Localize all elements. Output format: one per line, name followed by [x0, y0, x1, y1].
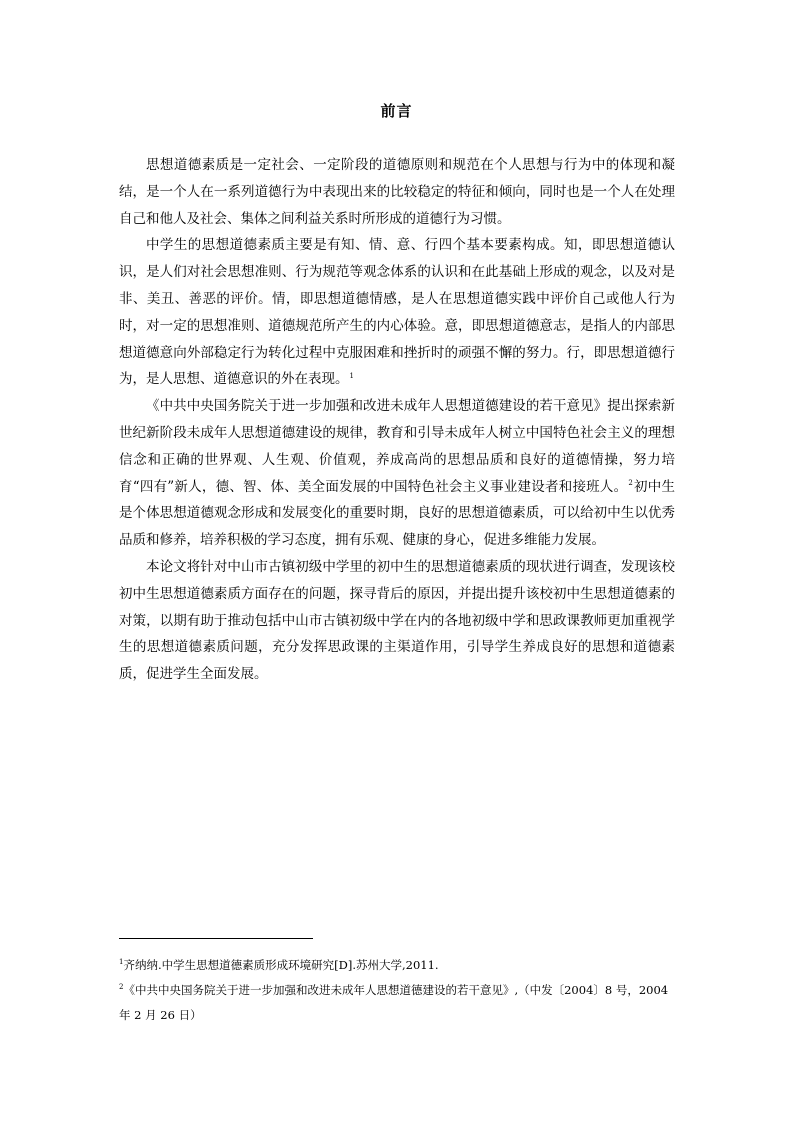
footnote-text: 齐纳纳.中学生思想道德素质形成环境研究[D].苏州大学,2011. [123, 958, 439, 972]
footnotes [119, 953, 675, 1028]
page-title: 前言 [380, 102, 413, 120]
document-body [119, 152, 675, 688]
paragraph-text: 《中共中央国务院关于进一步加强和改进未成年人思想道德建设的若干意见》提出探索新世纪新阶段未成年人思想道德建设的规律，教育和引导未成年人树立中国特色社会主义的理想信念和正确的世界观、人生观、价值观，养成高尚的思想品质和良好的道德情操，努力培育“四有”新人，德、智、体、美全面发展的中国特色社会主义事业建设者和接班人。 [119, 398, 675, 495]
paragraph-2 [119, 232, 675, 393]
paragraph-1 [119, 152, 675, 232]
footnote-1 [119, 953, 675, 978]
footnote-reference[interactable]: 2 [628, 479, 633, 488]
paragraph-text: 中学生的思想道德素质主要是有知、情、意、行四个基本要素构成。知，即思想道德认识，是人们对社会思想准则、行为规范等观念体系的认识和在此基础上形成的观念，以及对是非、美丑、善恶的评价。情，即思想道德情感，是人在思想道德实践中评价自己或他人行为时，对一定的思想准则、道德规范所产生的内心体验。意，即思想道德意志，是指人的内部思想道德意向外部稳定行为转化过程中克服困难和挫折时的顽强不懈的努力。行，即思想道德行为，是人思想、道德意识的外在表现。 [119, 237, 675, 388]
paragraph-text: 本论文将针对中山市古镇初级中学里的初中生的思想道德素质的现状进行调查，发现该校初中生思想道德素质方面存在的问题，探寻背后的原因，并提出提升该校初中生思想道德素的对策，以期有助于推动包括中山市古镇初级中学在内的各地初级中学和思政课教师更加重视学生的思想道德素质问题，充分发挥思政课的主渠道作用，引导学生养成良好的思想和道德素质，促进学生全面发展。 [119, 558, 675, 683]
paragraph-3 [119, 393, 675, 554]
footnote-marker: 2 [119, 983, 124, 992]
paragraph-text: 思想道德素质是一定社会、一定阶段的道德原则和规范在个人思想与行为中的体现和凝结，是一个人在一系列道德行为中表现出来的比较稳定的特征和倾向，同时也是一个人在处理自己和他人及社会、集体之间利益关系时所形成的道德行为习惯。 [119, 157, 675, 227]
footnote-separator [119, 938, 313, 939]
paragraph-text: 初中生是个体思想道德观念形成和发展变化的重要时期，良好的思想道德素质，可以给初中生以优秀品质和修养，培养积极的学习态度，拥有乐观、健康的身心，促进多维能力发展。 [119, 478, 676, 549]
footnote-reference[interactable]: 1 [349, 371, 354, 380]
footnote-marker: 1 [119, 958, 124, 967]
paragraph-4 [119, 554, 675, 688]
footnote-2 [119, 978, 675, 1028]
footnote-text: 《中共中央国务院关于进一步加强和改进未成年人思想道德建设的若干意见》,（中发〔2004〕8 号，2004 年 2 月 26 日） [119, 983, 669, 1022]
